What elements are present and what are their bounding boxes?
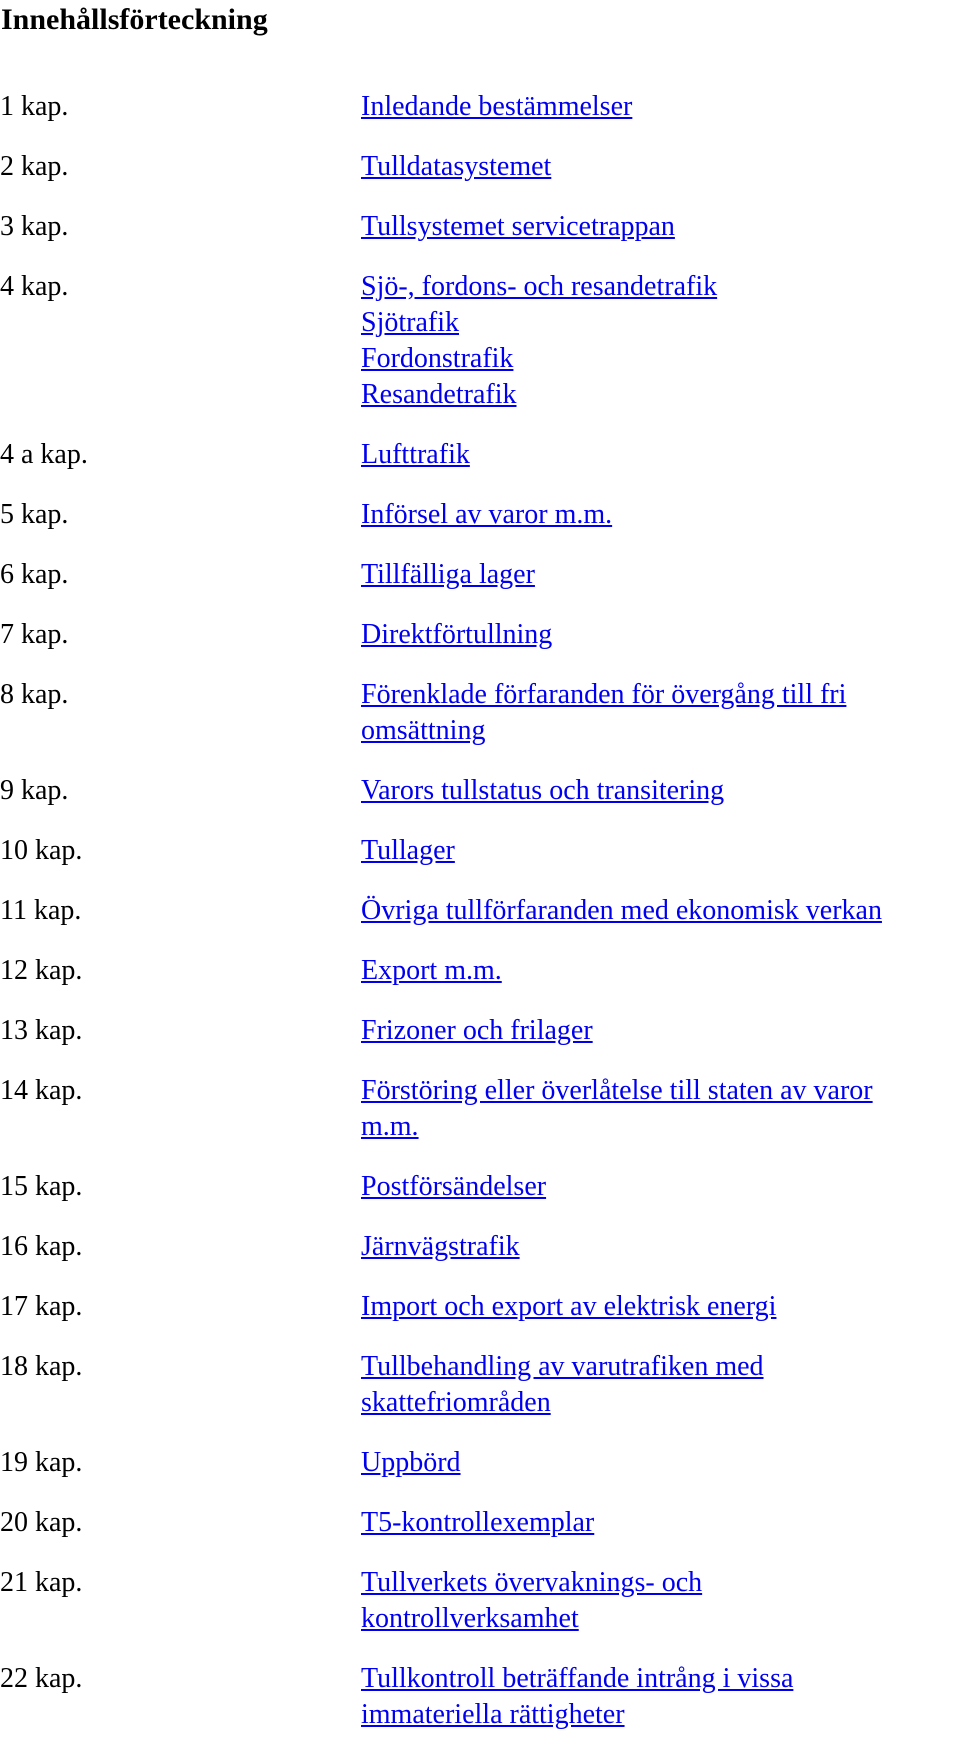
chapter-links <box>361 149 960 185</box>
chapter-number: 9 kap. <box>0 775 69 806</box>
chapter-link[interactable]: Fordonstrafik <box>361 343 514 374</box>
chapter-link[interactable]: Järnvägstrafik <box>361 1231 520 1262</box>
chapter-links <box>361 1169 960 1205</box>
chapter-number: 15 kap. <box>0 1171 83 1202</box>
chapter-link[interactable]: Tullsystemet servicetrappan <box>361 211 675 242</box>
chapter-link[interactable]: Resandetrafik <box>361 379 517 410</box>
chapter-links <box>361 1073 960 1145</box>
chapter-links <box>361 677 960 749</box>
page-title: Innehållsförteckning <box>1 3 268 36</box>
chapter-links <box>361 497 960 533</box>
chapter-number: 3 kap. <box>0 211 69 242</box>
chapter-links <box>361 557 960 593</box>
chapter-number: 20 kap. <box>0 1507 83 1538</box>
chapter-link[interactable]: Övriga tullförfaranden med ekonomisk verkan <box>361 895 882 926</box>
chapter-link[interactable]: Export m.m. <box>361 955 502 986</box>
chapter-number: 18 kap. <box>0 1351 83 1382</box>
chapter-links <box>361 1505 960 1541</box>
chapter-number: 8 kap. <box>0 679 69 710</box>
chapter-link[interactable]: Varors tullstatus och transitering <box>361 775 725 806</box>
chapter-links <box>361 89 960 125</box>
chapter-link[interactable]: immateriella rättigheter <box>361 1699 625 1730</box>
chapter-link[interactable]: Tullverkets övervaknings- och <box>361 1567 703 1598</box>
chapter-link[interactable]: Import och export av elektrisk energi <box>361 1291 777 1322</box>
chapter-link[interactable]: Införsel av varor m.m. <box>361 499 613 530</box>
chapter-links <box>361 1289 960 1325</box>
chapter-link[interactable]: omsättning <box>361 715 486 746</box>
chapter-link[interactable]: Tullkontroll beträffande intrång i vissa <box>361 1663 794 1694</box>
chapter-link[interactable]: Förstöring eller överlåtelse till staten av varor <box>361 1075 873 1106</box>
chapter-number: 4 a kap. <box>0 439 88 470</box>
chapter-links <box>361 617 960 653</box>
chapter-number: 7 kap. <box>0 619 69 650</box>
chapter-link[interactable]: Direktförtullning <box>361 619 553 650</box>
chapter-links <box>361 1565 960 1637</box>
chapter-number: 5 kap. <box>0 499 69 530</box>
chapter-link[interactable]: Tillfälliga lager <box>361 559 535 590</box>
chapter-number: 10 kap. <box>0 835 83 866</box>
chapter-links <box>361 209 960 245</box>
chapter-link[interactable]: Postförsändelser <box>361 1171 547 1202</box>
chapter-link[interactable]: m.m. <box>361 1111 419 1142</box>
chapter-link[interactable]: Tulldatasystemet <box>361 151 552 182</box>
chapter-number: 11 kap. <box>0 895 82 926</box>
chapter-number: 2 kap. <box>0 151 69 182</box>
chapter-link[interactable]: Inledande bestämmelser <box>361 91 633 122</box>
chapter-link[interactable]: Frizoner och frilager <box>361 1015 593 1046</box>
chapter-number: 13 kap. <box>0 1015 83 1046</box>
chapter-links <box>361 1445 960 1481</box>
chapter-link[interactable]: Förenklade förfaranden för övergång till fri <box>361 679 847 710</box>
chapter-links <box>361 893 960 929</box>
chapter-link[interactable]: Uppbörd <box>361 1447 461 1478</box>
chapter-number: 17 kap. <box>0 1291 83 1322</box>
chapter-number: 4 kap. <box>0 271 69 302</box>
chapter-link[interactable]: skattefriområden <box>361 1387 551 1418</box>
chapter-links <box>361 833 960 869</box>
chapter-links <box>361 437 960 473</box>
chapter-links <box>361 269 960 413</box>
chapter-links <box>361 953 960 989</box>
chapter-link[interactable]: Sjö-, fordons- och resandetrafik <box>361 271 718 302</box>
chapter-number: 16 kap. <box>0 1231 83 1262</box>
chapter-links <box>361 1229 960 1265</box>
chapter-links <box>361 773 960 809</box>
chapter-links <box>361 1661 960 1733</box>
chapter-link[interactable]: T5-kontrollexemplar <box>361 1507 595 1538</box>
chapter-link[interactable]: Tullager <box>361 835 455 866</box>
chapter-links <box>361 1349 960 1421</box>
chapter-number: 14 kap. <box>0 1075 83 1106</box>
chapter-number: 21 kap. <box>0 1567 83 1598</box>
chapter-number: 22 kap. <box>0 1663 83 1694</box>
chapter-link[interactable]: Tullbehandling av varutrafiken med <box>361 1351 764 1382</box>
chapter-link[interactable]: Sjötrafik <box>361 307 459 338</box>
chapter-number: 12 kap. <box>0 955 83 986</box>
chapter-link[interactable]: kontrollverksamhet <box>361 1603 579 1634</box>
chapter-number: 19 kap. <box>0 1447 83 1478</box>
chapter-link[interactable]: Lufttrafik <box>361 439 470 470</box>
chapter-number: 6 kap. <box>0 559 69 590</box>
chapter-links <box>361 1013 960 1049</box>
chapter-number: 1 kap. <box>0 91 69 122</box>
